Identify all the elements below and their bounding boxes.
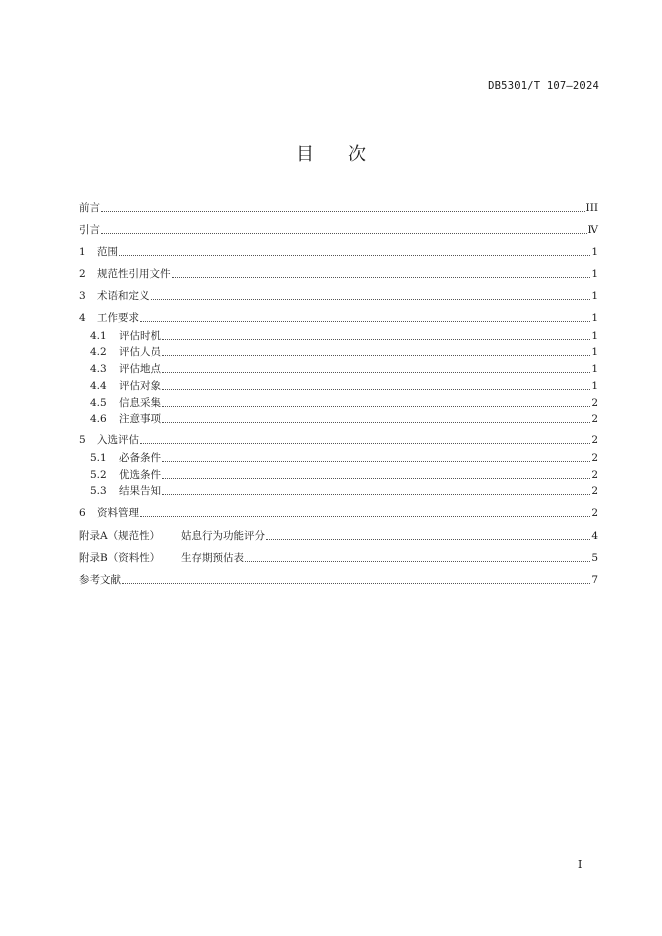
toc-entry-label: 参考文献 [79,574,121,586]
toc-leader [101,211,585,212]
toc-entry-label: 术语和定义 [97,290,150,302]
toc-entry-page: 1 [591,380,598,392]
toc-leader [162,494,590,495]
toc-entry-number: 4.6 [90,413,107,425]
toc-entry-references[interactable] [79,573,598,587]
toc-entry-page: 7 [591,574,598,586]
toc-entry-page: 2 [591,413,598,425]
toc-entry-label: 信息采集 [119,397,161,409]
toc-entry-label: 评估时机 [119,330,161,342]
toc-leader [162,372,590,373]
toc-leader [122,583,590,584]
toc-entry-4-5[interactable] [90,396,598,410]
toc-entry-label: 注意事项 [119,413,161,425]
toc-entry-5-2[interactable] [90,468,598,482]
toc-leader [151,299,591,300]
toc-leader [101,233,587,234]
toc-entry-number: 4.4 [90,380,107,392]
toc-entry-2[interactable] [79,267,598,281]
toc-leader [162,461,590,462]
toc-entry-page: 1 [591,290,598,302]
toc-leader [162,478,590,479]
toc-entry-number: 6 [79,507,86,519]
toc-entry-number: 5.2 [90,469,107,481]
toc-entry-label: 范围 [97,246,118,258]
toc-entry-number: 5.3 [90,485,107,497]
toc-entry-number: 4.5 [90,397,107,409]
toc-entry-5-1[interactable] [90,451,598,465]
toc-entry-4-2[interactable] [90,345,598,359]
toc-entry-label: 评估对象 [119,380,161,392]
toc-entry-page: 2 [591,452,598,464]
toc-entry-page: 4 [591,530,598,542]
toc-leader [162,406,590,407]
toc-entry-label: 结果告知 [119,485,161,497]
toc-entry-label: 评估人员 [119,346,161,358]
toc-entry-page: 5 [591,552,598,564]
toc-entry-4-1[interactable] [90,329,598,343]
toc-entry-4[interactable] [79,311,598,325]
toc-entry-label: 引言 [79,224,100,236]
standard-code: DB5301/T 107—2024 [488,80,599,92]
toc-entry-page: 1 [591,330,598,342]
toc-entry-page: 1 [591,268,598,280]
toc-entry-page: 2 [591,469,598,481]
title-char-2: 次 [348,144,366,165]
toc-entry-page: 1 [591,246,598,258]
toc-entry-label: 规范性引用文件 [97,268,171,280]
toc-entry-number: 1 [79,246,86,258]
toc-entry-page: 1 [591,312,598,324]
toc-entry-appendix-a[interactable] [79,529,598,543]
toc-entry-4-4[interactable] [90,379,598,393]
toc-entry-number: 4.1 [90,330,107,342]
page-folio: I [578,858,583,871]
toc-entry-page: 2 [591,434,598,446]
toc-entry-number: 5 [79,434,86,446]
toc-entry-5-3[interactable] [90,484,598,498]
toc-entry-page: 1 [591,363,598,375]
toc-entry-number: 附录A（规范性） [79,530,161,542]
toc-entry-5[interactable] [79,433,598,447]
toc-entry-label: 优选条件 [119,469,161,481]
toc-entry-page: III [585,202,598,214]
title-char-1: 目 [296,144,314,165]
toc-entry-number: 4 [79,312,86,324]
toc-entry-label: 入选评估 [97,434,139,446]
toc-entry-4-6[interactable] [90,412,598,426]
toc-leader [162,339,590,340]
toc-leader [245,561,590,562]
toc-entry-number: 4.2 [90,346,107,358]
toc-entry-label: 资料管理 [97,507,139,519]
toc-entry-6[interactable] [79,506,598,520]
toc-entry-4-3[interactable] [90,362,598,376]
toc-entry-page: 2 [591,485,598,497]
toc-leader [140,443,590,444]
toc-entry-number: 附录B（资料性） [79,552,161,564]
toc-entry-1[interactable] [79,245,598,259]
toc-entry-introduction[interactable] [79,223,598,237]
toc-entry-page: Ⅳ [587,224,598,236]
toc-entry-label: 必备条件 [119,452,161,464]
page-title [0,140,662,166]
toc-leader [119,255,590,256]
toc-entry-number: 4.3 [90,363,107,375]
toc-entry-appendix-b[interactable] [79,551,598,565]
toc-entry-page: 1 [591,346,598,358]
toc-entry-label: 工作要求 [97,312,139,324]
toc-entry-label: 生存期预估表 [181,552,244,564]
toc-entry-3[interactable] [79,289,598,303]
toc-entry-preface[interactable] [79,201,598,215]
toc-entry-number: 3 [79,290,86,302]
toc-leader [140,321,590,322]
toc-leader [140,516,590,517]
toc-leader [266,539,590,540]
toc-leader [162,389,590,390]
toc-entry-page: 2 [591,507,598,519]
toc-entry-label: 前言 [79,202,100,214]
toc-leader [162,355,590,356]
toc-entry-page: 2 [591,397,598,409]
toc-entry-number: 2 [79,268,86,280]
toc-entry-label: 姑息行为功能评分 [181,530,265,542]
toc-entry-label: 评估地点 [119,363,161,375]
toc-entry-number: 5.1 [90,452,107,464]
toc-leader [162,422,590,423]
toc-leader [172,277,591,278]
